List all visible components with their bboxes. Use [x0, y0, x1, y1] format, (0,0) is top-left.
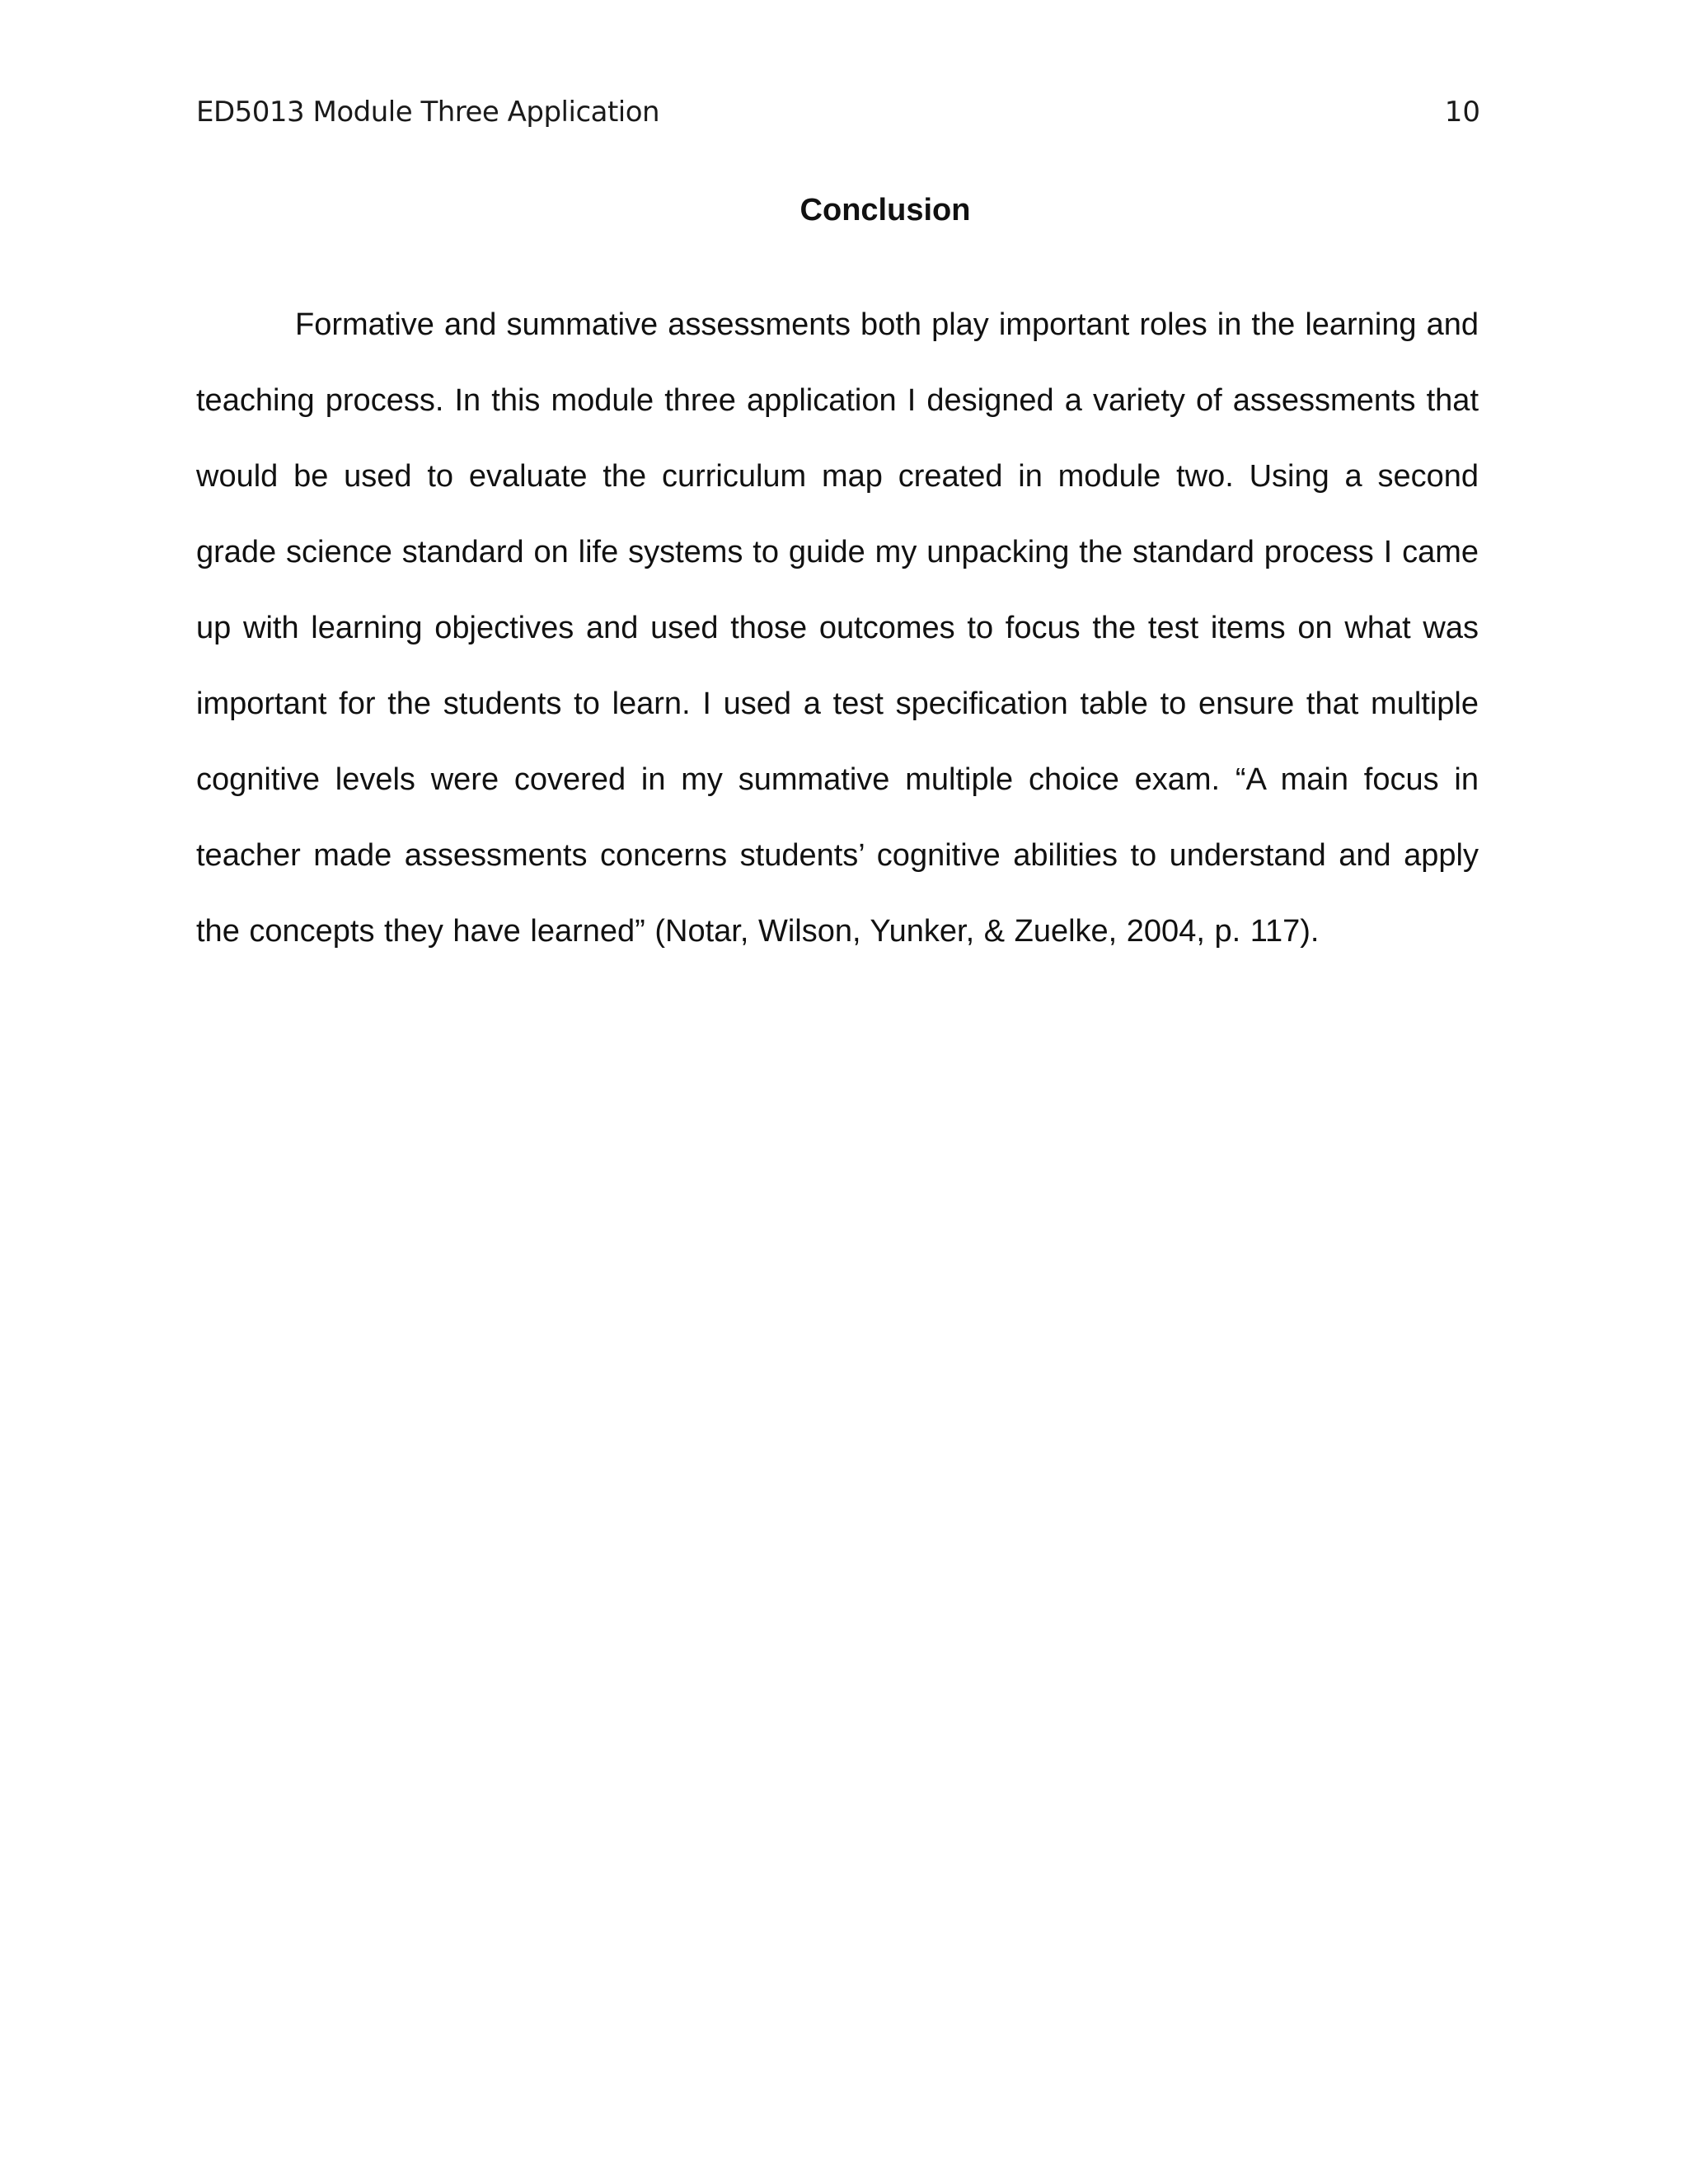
section-heading: Conclusion — [799, 193, 971, 227]
conclusion-paragraph: Formative and summative assessments both play important roles in the learning and teaching process. In this module three application I designed a variety of assessments that would be used to evaluate the curriculum map created in module two. Using a second grade science standard on life systems to guide my unpacking the standard process I came up with learning objectives and used those outcomes to focus the test items on what was important for the students to learn. I used a test specification table to ensure that multiple cognitive levels were covered in my summative multiple choice exam. “A main focus in teacher made assessments concerns students’ cognitive abilities to understand and apply the concepts they have learned” (Notar, Wilson, Yunker, & Zuelke, 2004, p. 117). — [196, 307, 1479, 949]
running-head: ED5013 Module Three Application — [196, 96, 660, 129]
page-number: 10 — [1444, 96, 1480, 129]
